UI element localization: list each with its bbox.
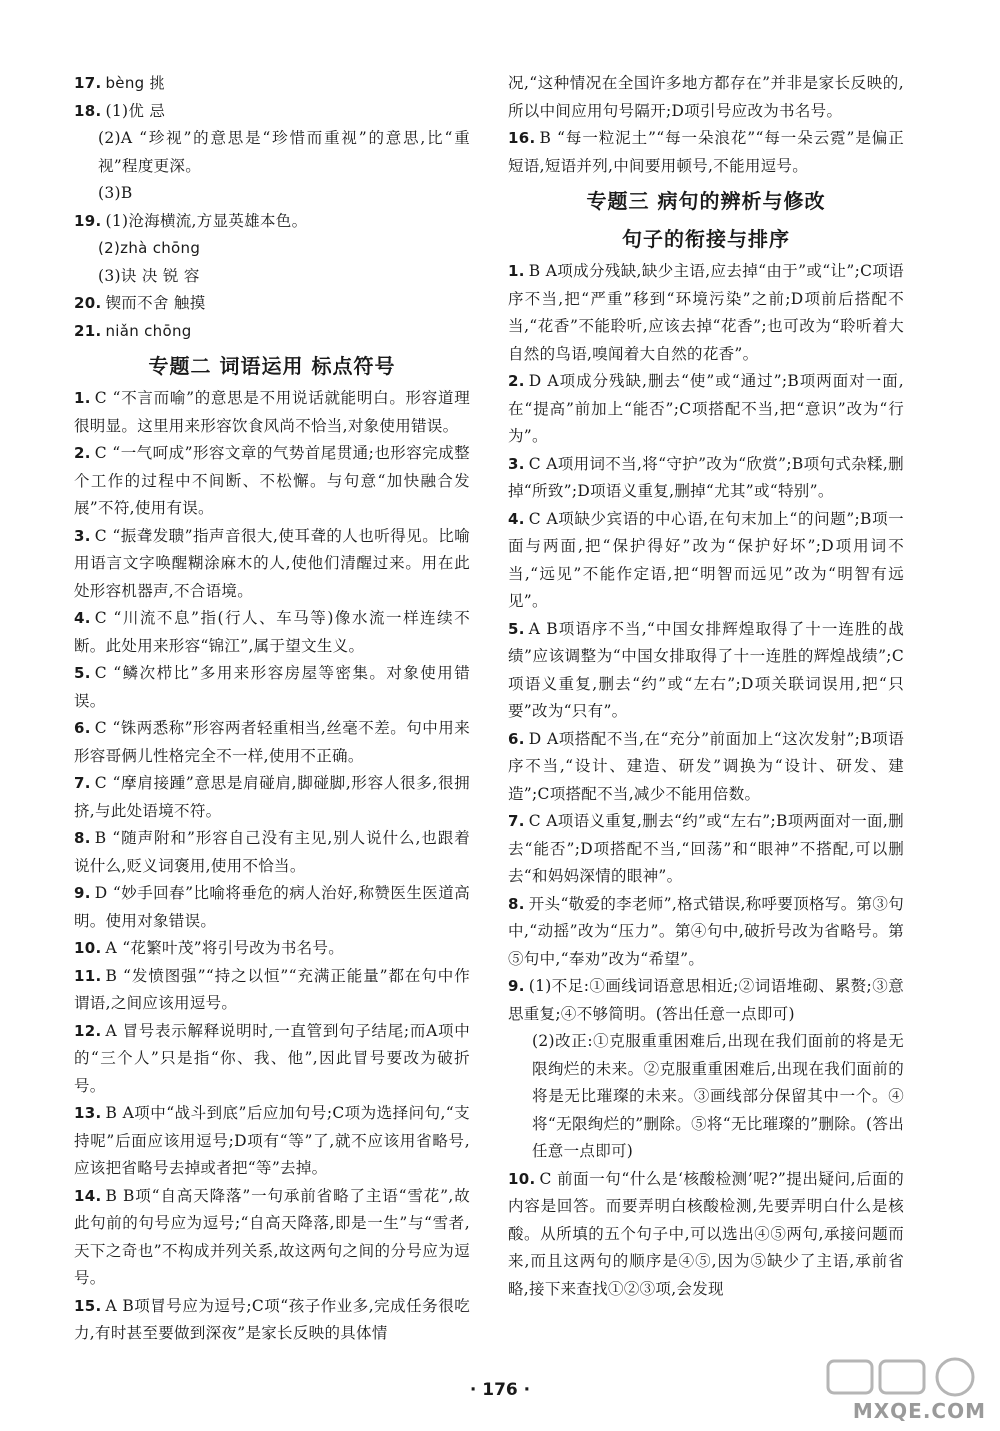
answer-text: niǎn chōng [105, 321, 192, 340]
section-title: 专题三 病句的辨析与修改 [586, 189, 826, 213]
answer-text: (1)不足:①画线词语意思相近;②词语堆砌、累赘;③意思重复;④不够简明。(答出任意一点即可) [508, 977, 904, 1023]
answer-number: 7. [74, 774, 91, 792]
answer-number: 10. [508, 1169, 536, 1188]
answer-number: 9. [74, 884, 91, 902]
answer-continuation [508, 70, 904, 125]
answer-text: D A项搭配不当,在“充分”前面加上“这次发射”;B项语序不当,“设计、建造、研发”调换为“设计、研发、建造”;C项搭配不当,减少不能用倍数。 [508, 729, 904, 803]
answer-item [74, 385, 470, 440]
answer-text: 开头“敬爱的李老师”,格式错误,称呼要顶格写。第③句中,“动摇”改为“压力”。第④句中,破折号改为省略号。第⑤句中,“奉劝”改为“希望”。 [508, 894, 904, 968]
answer-text: B “随声附和”形容自己没有主见,别人说什么,也跟着说什么,贬义词褒用,使用不恰当。 [74, 829, 470, 875]
answer-text: bèng 挑 [105, 74, 165, 92]
answer-number: 4. [74, 609, 91, 627]
answer-item [74, 180, 470, 208]
answer-text: C “川流不息”指(行人、车马等)像水流一样连续不断。此处用来形容“锦江”,属于望文生义。 [74, 609, 470, 655]
answer-number: 15. [74, 1296, 102, 1315]
answer-text: C “铢两悉称”形容两者轻重相当,丝毫不差。句中用来形容哥俩儿性格完全不一样,使用不正确。 [74, 719, 470, 765]
answer-item [508, 616, 904, 726]
answer-text: A 冒号表示解释说明时,一直管到句子结尾;而A项中的“三个人”只是指“你、我、他”,因此冒号要改为破折号。 [74, 1021, 470, 1095]
answer-text: C “振聋发聩”指声音很大,使耳聋的人也听得见。比喻用语言文字唤醒糊涂麻木的人,使他们清醒过来。用在此处形容机器声,不合语境。 [74, 526, 470, 600]
answer-item [508, 1166, 904, 1304]
answer-text: C 前面一句“什么是‘核酸检测’呢?”提出疑问,后面的内容是回答。而要弄明白核酸检测,先要弄明白什么是核酸。从所填的五个句子中,可以选出④⑤两句,承接问题而来,而且这两句的顺序是④⑤,因为⑤缺少了主语,承前省略,接下来查找①②③项,会发现 [508, 1169, 904, 1298]
answer-item [74, 98, 470, 126]
answer-item [508, 808, 904, 891]
answer-text: A B项冒号应为逗号;C项“孩子作业多,完成任务很吃力,有时甚至要做到深夜”是家长反映的具体情 [74, 1296, 470, 1342]
answer-number: 9. [508, 977, 525, 995]
answer-item [508, 258, 904, 368]
answer-item [74, 825, 470, 880]
answer-item [74, 660, 470, 715]
answer-number: 13. [74, 1104, 102, 1122]
answer-number: 19. [74, 211, 102, 230]
answer-item [74, 715, 470, 770]
left-column [74, 70, 470, 1348]
watermark-url: MXQE.COM [852, 1399, 986, 1423]
answer-text: (3)诀 决 锐 容 [98, 266, 200, 285]
answer-text: C “一气呵成”形容文章的气势首尾贯通;也形容完成整个工作的过程中不间断、不松懈。与句意“加快融合发展”不符,使用有误。 [74, 444, 470, 517]
answer-text: B A项中“战斗到底”后应加句号;C项为选择问句,“支持呢”后面应该用逗号;D项有“等”了,就不应该用省略号,应该把省略号去掉或者把“等”去掉。 [74, 1104, 470, 1177]
answer-number: 2. [74, 444, 91, 462]
answer-number: 1. [74, 389, 91, 407]
answer-item [74, 1100, 470, 1183]
page-number: · 176 · [469, 1380, 531, 1400]
answer-item [74, 318, 470, 346]
answer-number: 20. [74, 294, 102, 312]
answer-text: C “摩肩接踵”意思是肩碰肩,脚碰脚,形容人很多,很拥挤,与此处语境不符。 [74, 774, 470, 820]
answer-item [74, 963, 470, 1018]
answer-item [74, 263, 470, 291]
answer-text: 锲而不舍 触摸 [105, 294, 206, 312]
answer-text: C “鳞次栉比”多用来形容房屋等密集。对象使用错误。 [74, 664, 470, 710]
answer-item [74, 290, 470, 318]
answer-item [74, 1293, 470, 1348]
answer-number: 6. [74, 719, 91, 737]
answer-item [74, 605, 470, 660]
answer-number: 16. [508, 129, 536, 147]
answer-item [508, 973, 904, 1028]
answer-item [508, 1028, 904, 1166]
answer-text: 况,“这种情况在全国许多地方都存在”并非是家长反映的,所以中间应用句号隔开;D项引号应改为书名号。 [508, 74, 904, 120]
watermark-logo [820, 1355, 990, 1425]
answer-number: 8. [508, 894, 525, 913]
section-title: 专题二 词语运用 标点符号 [148, 354, 396, 378]
answer-item [74, 70, 470, 98]
answer-item [508, 506, 904, 616]
answer-number: 17. [74, 74, 102, 92]
answer-text: C A项语义重复,删去“约”或“左右”;B项两面对一面,删去“能否”;D项搭配不当,“回荡”和“眼神”不搭配,可以删去“和妈妈深情的眼神”。 [508, 812, 904, 885]
answer-text: (3)B [98, 184, 133, 202]
answer-item [74, 235, 470, 263]
answer-text: A B项语序不当,“中国女排辉煌取得了十一连胜的战绩”应该调整为“中国女排取得了十一连胜的辉煌战绩”;C项语义重复,删去“约”或“左右”;D项关联词误用,把“只要”改为“只有”。 [508, 619, 904, 720]
answer-item [74, 125, 470, 180]
answer-text: B “发愤图强”“持之以恒”“充满正能量”都在句中作谓语,之间应该用逗号。 [74, 966, 470, 1012]
answer-item [74, 935, 470, 963]
answer-number: 21. [74, 321, 102, 340]
answer-item [74, 440, 470, 523]
answer-number: 1. [508, 262, 525, 280]
answer-text: C A项缺少宾语的中心语,在句末加上“的问题”;B项一面与两面,把“保护得好”改为“保护好坏”;D项用词不当,“远见”不能作定语,把“明智而远见”改为“明智有远见”。 [508, 509, 904, 610]
answer-number: 2. [508, 372, 525, 390]
answer-number: 6. [508, 729, 525, 748]
answer-item [508, 125, 904, 180]
answer-text: A “花繁叶茂”将引号改为书名号。 [105, 939, 345, 957]
answer-number: 5. [508, 619, 525, 638]
answer-number: 10. [74, 939, 102, 957]
answer-number: 14. [74, 1186, 102, 1205]
answer-item [74, 523, 470, 606]
answer-item [74, 1018, 470, 1101]
answer-number: 8. [74, 829, 91, 847]
answer-number: 18. [74, 101, 102, 120]
answer-text: C “不言而喻”的意思是不用说话就能明白。形容道理很明显。这里用来形容饮食风尚不恰当,对象使用错误。 [74, 389, 470, 435]
answer-text: (2)改正:①克服重重困难后,出现在我们面前的将是无限绚烂的未来。②克服重重困难后,出现在我们面前的将是无比璀璨的未来。③画线部分保留其中一个。④将“无限绚烂的”删除。⑤将“无比璀璨的”删除。(答出任意一点即可) [532, 1032, 904, 1160]
answer-text: B “每一粒泥土”“每一朵浪花”“每一朵云霓”是偏正短语,短语并列,中间要用顿号,不能用逗号。 [508, 129, 904, 175]
answer-number: 11. [74, 966, 102, 985]
right-column [508, 70, 904, 1303]
answer-number: 5. [74, 664, 91, 682]
section-title: 句子的衔接与排序 [622, 227, 790, 251]
answer-item [508, 726, 904, 809]
answer-item [74, 1183, 470, 1293]
answer-item [74, 770, 470, 825]
answer-item [74, 208, 470, 236]
answer-number: 3. [508, 454, 525, 473]
answer-text: (1)优 忌 [105, 101, 166, 120]
answer-text: (2)A “珍视”的意思是“珍惜而重视”的意思,比“重视”程度更深。 [98, 129, 470, 175]
answer-number: 4. [508, 509, 525, 528]
answer-text: B B项“自高天降落”一句承前省略了主语“雪花”,故此句前的句号应为逗号;“自高天降落,即是一生”与“雪者,天下之奇也”不构成并列关系,故这两句之间的分号应为逗号。 [74, 1186, 470, 1287]
answer-text: C A项用词不当,将“守护”改为“欣赏”;B项句式杂糅,删掉“所致”;D项语义重复,删掉“尤其”或“特别”。 [508, 454, 904, 500]
answer-number: 12. [74, 1021, 102, 1040]
answer-number: 7. [508, 812, 525, 830]
answer-text: (1)沧海横流,方显英雄本色。 [105, 211, 308, 230]
answer-number: 3. [74, 526, 91, 545]
answer-item [508, 451, 904, 506]
answer-item [508, 891, 904, 974]
answer-text: B A项成分残缺,缺少主语,应去掉“由于”或“让”;C项语序不当,把“严重”移到“环境污染”之前;D项前后搭配不当,“花香”不能聆听,应该去掉“花香”;也可改为“聆听着大自然的鸟语,嗅闻着大自然的花香”。 [508, 262, 904, 363]
answer-text: (2)zhà chōng [98, 239, 201, 257]
answer-item [74, 880, 470, 935]
answer-item [508, 368, 904, 451]
answer-text: D “妙手回春”比喻将垂危的病人治好,称赞医生医道高明。使用对象错误。 [74, 884, 470, 930]
answer-text: D A项成分残缺,删去“使”或“通过”;B项两面对一面,在“提高”前加上“能否”;C项搭配不当,把“意识”改为“行为”。 [508, 372, 904, 445]
column-gutter [489, 70, 490, 1370]
